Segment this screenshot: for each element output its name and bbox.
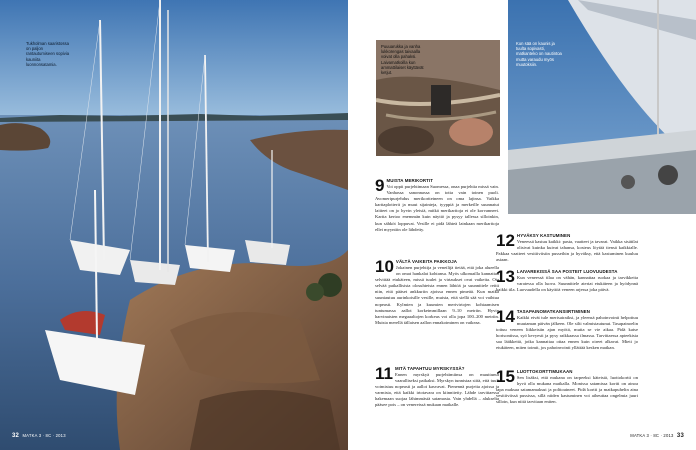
tip-12 [496,233,638,263]
tip-10 [375,259,499,326]
publication-label-left: MATKA 3 · 8C · 2013 [22,433,66,438]
right-page [348,0,696,450]
sail-photo [508,0,696,214]
tip-heading: MUISTA MERIKORTIT [386,178,434,183]
tip-heading: MITÄ TAPAHTUU MYRSKYSSÄ? [394,366,465,371]
tip-13 [496,269,638,293]
folio-right [630,433,684,439]
tip-heading: TASAPAINOMATKANSIIRTIMINEN [516,309,591,314]
tip-number: 11 [375,364,393,383]
tip-body: Ennen myrskyä purjehtimiinsa on muuttunut vaaralliseksi paikaksi. Myrskyn tunnistaa siitä, että tuuli voimistuu nopeasti ja aallot kasvavat. Pienennä purjeita ajoissa ja varmista, että kaikki irtotavara on kiinnitetty. Lähde tarvittaessa hakemaan suojaa lähimmästä satamasta. Vain yhdellä – alukselta pääsee pois – on venereissä mukaan matkalle. [375,372,499,408]
tip-body: Kaikki eivät tule merisairaiksi, ja yleensä pahoinvointi helpottuu muutaman päivän jälkeen. Ole silti valmistautunut. Tasapainoelin tottuu veneen liikkeisiin ajan myötä, mutta se vie aikaa. Pidä katse horisontissa, syö kevyesti ja pysy raikkaassa ilmassa. Tarvittaessa apteekista saa lääkkeitä, jotka kannattaa ottaa ennen kuin oireet alkavat. Mieti jo etukäteen, miten toimit, jos pahoinvointi yllättää kesken matkan. [496,315,638,351]
tip-9 [375,178,499,233]
tip-number: 12 [496,231,515,250]
sail-photo-caption: Kun sää on kaunis ja tuulta sopivasti, matkanteko on nautintoa mutta varaudu myös muutoksiin. [516,41,562,67]
page-number-right: 33 [676,433,684,439]
tip-number: 15 [496,367,515,386]
tip-15 [496,369,638,405]
tip-heading: LAIVAREKISSÄ SAA POSTEIT LUOVUUDESTA [516,269,618,274]
tip-body: Jokainen purjehtija ja veneilijä tietää, että joka alueella on omat hankalat kohtansa. Myös ulkomailla kannattaa selvittää etukäteen, missä tuulet ja virtaukset ovat vaikeita. Ota selvää paikallisista olosuhteista ennen lähtöä ja suunnittele reitti niin, että pääset ankkuriin ajoissa ennen pimeää. Kun matka suuntautuu aurinkoisille vesille, muista, että siellä sää voi vaihtua nopeasti. Kylmien ja kuumien merivirtojen kohtaamisen tuntumassa aallot korkeimmillaan 9–10 metriin. Hyvin harvinaisten megaaaltojen korkeus voi olla jopa 100–200 metriin. Muista merellä tällaisen aallon ennakoiminen on vaikeaa. [375,265,499,325]
tip-heading: HYVÄKSY KASTUMINEN [516,233,571,238]
tip-body: Kun veneessä tilaa on vähän, kannattaa ruokaa ja tarvikkeita varatessa olla luova. Suunnittele ateriat etukäteen ja hyödynnä kaikki tila. Luovuudella on käyttöä veneen arjessa joka päivä. [496,275,638,293]
publication-label-right: MATKA 3 · 8C · 2013 [630,433,674,438]
tip-number: 10 [375,257,394,276]
tip-11 [375,366,499,409]
tip-body: Sen lisäksi, että mukana on tarpeeksi käteistä, luottokortti on hyvä olla mukana matkalla. Monissa satamissa kortti on ainoa tapa maksaa satamamaksut ja polttoaineet. Pidä kortti ja matkapuhelin aina vesitiiviissä pussissa, sillä niiden kastuminen voi aiheuttaa ongelmia juuri silloin, kun niitä tarvitaan eniten. [496,375,638,405]
rope-photo [376,40,500,156]
folio-left [12,433,66,439]
tip-14 [496,309,638,352]
tip-number: 9 [375,176,385,195]
page-number-left: 32 [12,433,20,439]
left-photo-caption: Tukholman saaristossa on paljon rantautumiseen sopivia kauniita luonnonsatamia. [26,41,70,67]
tip-number: 13 [496,267,515,286]
tip-body: Veneessä kastuu kaikki: pasta, vaatteet ja tavarat. Vaikka sisätilat olisivat kuinka kuivat tahansa, kosteus löytää tiensä kaikkialle. Pakkaa vaatteet vesitiiviisiin pusseihin ja hyväksy, että kastuminen kuuluu asiaan. [496,239,638,263]
tip-heading: VÄLTÄ VAIKEITA PAIKKOJA [395,259,458,264]
rope-photo-caption: Puuuarukka ja vanha lukkorengas taivaalla voivat olla pahaksi. Laivamatkoilla kun ammattilaiset käyttävät ketjut. [381,44,424,76]
tip-heading: LUOTTOKORTTIMUKAAN [516,369,573,374]
tip-body: Voi oppii purjehtimaan Suomessa, onaa purjehtia missä vain. Vanhassa sanonnassa on totta vain toinen puoli. Avomeripurjehdus merikortteineen on oma lajinsa. Vaikka karttaplotterit ja muut sijainteja, tyyppiä ja merkeille suunnatut laitteet on jo hyvin yleisiä, mitkä merikarttoja ei ole korvanneet. Kartta kertoo enemmän kuin näyttö ja pysyy tallessa silloinkin, kun sähköt loppuvat. Vesille ei pidä lähteä lainkaan merikarttoja ellei myyntiin ole lähdetty. [375,184,499,232]
tip-number: 14 [496,307,515,326]
